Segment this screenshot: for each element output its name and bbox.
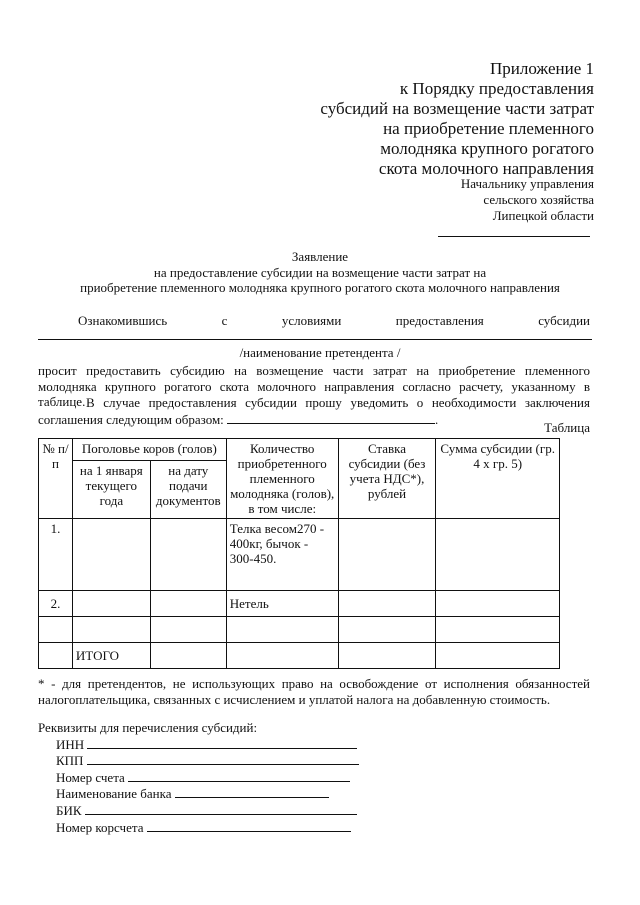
bank-field[interactable] bbox=[175, 785, 329, 798]
document-title bbox=[0, 249, 640, 296]
cell-rate[interactable] bbox=[338, 519, 436, 591]
appendix-line: к Порядку предоставления bbox=[399, 79, 594, 98]
intro-word: с bbox=[221, 313, 228, 328]
notice-method-field[interactable] bbox=[227, 411, 435, 424]
requisite-bank bbox=[38, 785, 359, 802]
requisite-label: Номер корсчета bbox=[56, 819, 144, 835]
requisite-kpp bbox=[38, 752, 359, 769]
requisite-bik bbox=[38, 802, 359, 819]
row-num: 1. bbox=[39, 519, 73, 591]
row-num: 2. bbox=[39, 591, 73, 617]
cell-jan[interactable] bbox=[72, 591, 150, 617]
header-herd: Поголовье коров (голов) bbox=[72, 439, 226, 461]
intro-line bbox=[78, 313, 590, 329]
intro-word: субсидии bbox=[538, 313, 590, 328]
applicant-name-field[interactable] bbox=[38, 339, 592, 340]
bik-field[interactable] bbox=[85, 802, 357, 815]
table-label: Таблица bbox=[544, 420, 590, 435]
table-row bbox=[39, 591, 560, 617]
appendix-line: на приобретение племенного bbox=[383, 119, 594, 138]
cell-sum[interactable] bbox=[436, 519, 560, 591]
title-line: на предоставление субсидии на возмещение части затрат на bbox=[153, 264, 487, 280]
intro-word: предоставления bbox=[395, 313, 484, 328]
corr-field[interactable] bbox=[147, 819, 351, 832]
row-desc: Телка весом270 - 400кг, бычок - 300-450. bbox=[226, 519, 338, 591]
table-row bbox=[39, 519, 560, 591]
title-word: Заявление bbox=[291, 249, 349, 264]
notice-text: В случае предоставления субсидии прошу уведомить о необходимости заключения соглашения следующим образом: bbox=[38, 395, 590, 427]
requisite-label: Номер счета bbox=[56, 769, 125, 785]
intro-word: условиями bbox=[281, 313, 342, 328]
requisite-label: Наименование банка bbox=[56, 786, 172, 802]
kpp-field[interactable] bbox=[87, 752, 359, 765]
subsidy-table bbox=[38, 438, 560, 669]
addressee-line: Начальнику управления bbox=[460, 176, 594, 191]
requisite-inn bbox=[38, 736, 359, 753]
requisite-label: БИК bbox=[56, 802, 82, 818]
account-field[interactable] bbox=[128, 769, 350, 782]
addressee-block bbox=[461, 176, 594, 224]
total-row bbox=[39, 643, 560, 669]
header-jan: на 1 января текущего года bbox=[72, 461, 150, 519]
header-sum: Сумма субсидии (гр. 4 х гр. 5) bbox=[436, 439, 560, 519]
requisites-block bbox=[38, 720, 359, 835]
cell-sum[interactable] bbox=[436, 591, 560, 617]
intro-word: Ознакомившись bbox=[78, 313, 168, 328]
row-desc: Нетель bbox=[226, 591, 338, 617]
header-rate: Ставка субсидии (без учета НДС*), рублей bbox=[338, 439, 436, 519]
request-paragraph: просит предоставить субсидию на возмещение части затрат на приобретение племенного молодняка крупного рогатого скота молочного направления согласно расчету, указанному в таблице. bbox=[38, 363, 590, 409]
addressee-line: Липецкой области bbox=[492, 208, 594, 223]
header-date: на дату подачи документов bbox=[150, 461, 226, 519]
title-line: приобретение племенного молодняка крупного рогатого скота молочного направления bbox=[80, 280, 560, 295]
inn-field[interactable] bbox=[87, 736, 357, 749]
appendix-line: скота молочного направления bbox=[378, 159, 594, 178]
table-row bbox=[39, 617, 560, 643]
addressee-signature-line bbox=[438, 236, 590, 237]
total-label: ИТОГО bbox=[72, 643, 150, 669]
appendix-line: молодняка крупного рогатого bbox=[380, 139, 594, 158]
header-num: № п/п bbox=[39, 439, 73, 519]
appendix-line: Приложение 1 bbox=[490, 59, 594, 78]
requisite-corr bbox=[38, 819, 359, 836]
cell-date[interactable] bbox=[150, 591, 226, 617]
cell-rate[interactable] bbox=[338, 591, 436, 617]
cell-date[interactable] bbox=[150, 519, 226, 591]
appendix-line: субсидий на возмещение части затрат bbox=[320, 99, 594, 118]
appendix-block bbox=[320, 59, 594, 179]
cell-jan[interactable] bbox=[72, 519, 150, 591]
footnote: * - для претендентов, не использующих право на освобождение от исполнения обязанностей налогоплательщика, связанных с исчислением и уплатой налога на добавленную стоимость. bbox=[38, 676, 590, 707]
requisite-label: КПП bbox=[56, 753, 84, 769]
requisite-account bbox=[38, 769, 359, 786]
notice-paragraph: В случае предоставления субсидии прошу уведомить о необходимости заключения соглашения следующим образом: . bbox=[38, 395, 590, 427]
addressee-line: сельского хозяйства bbox=[483, 192, 594, 207]
applicant-caption: /наименование претендента / bbox=[239, 345, 401, 360]
requisites-title: Реквизиты для перечисления субсидий: bbox=[38, 720, 258, 735]
requisite-label: ИНН bbox=[56, 736, 85, 752]
header-qty: Количество приобретенного племенного молодняка (голов), в том числе: bbox=[226, 439, 338, 519]
